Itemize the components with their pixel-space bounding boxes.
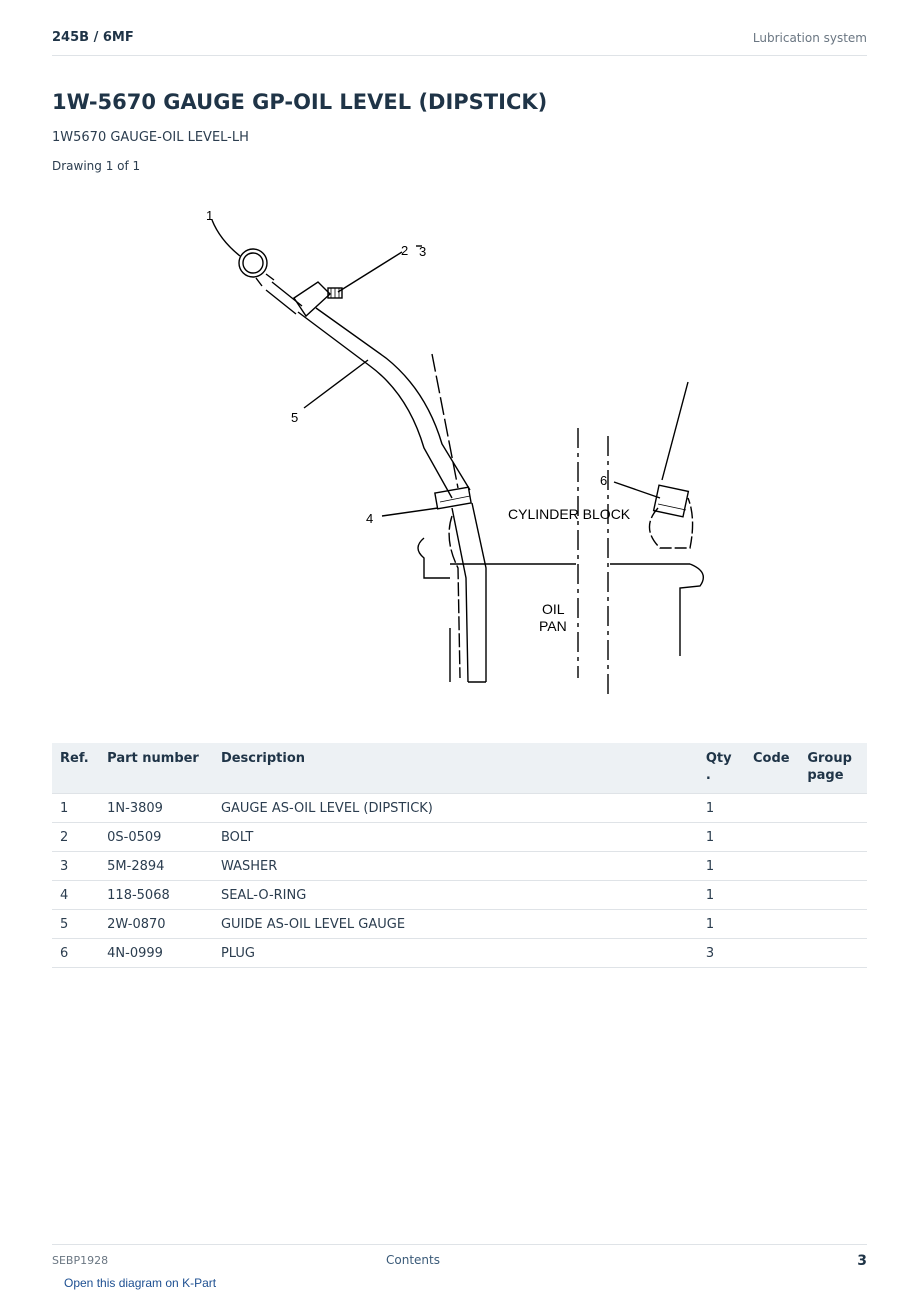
parts-diagram [190,198,730,698]
cell-code [745,881,799,910]
table-row [52,852,867,881]
cell-part-number: 5M-2894 [99,852,213,881]
drawing-count-label: Drawing 1 of 1 [52,159,141,173]
dipstick-drawing [190,198,730,698]
header-description: Description [213,743,698,794]
cell-ref: 3 [52,852,99,881]
dipstick-upper-shaft [266,282,302,314]
cell-part-number: 0S-0509 [99,823,213,852]
cell-group-page [799,910,867,939]
cell-code [745,794,799,823]
cell-qty: 1 [698,881,745,910]
block-wall-right [662,382,688,480]
cell-qty: 1 [698,823,745,852]
plug [654,485,689,517]
header-qty: Qty . [698,743,745,794]
page-number: 3 [857,1253,867,1269]
callout-6: 6 [600,473,608,488]
model-label: 245B / 6MF [52,30,134,45]
page-subtitle: 1W5670 GAUGE-OIL LEVEL-LH [52,130,249,145]
cell-qty: 1 [698,794,745,823]
callout-1: 1 [206,208,214,223]
cell-qty: 3 [698,939,745,968]
cell-qty: 1 [698,852,745,881]
header-part-number: Part number [99,743,213,794]
table-row [52,823,867,852]
callout-2: 2 [401,243,409,258]
document-id: SEBP1928 [52,1254,109,1267]
header-code: Code [745,743,799,794]
callout-4: 4 [366,511,374,526]
callout-5: 5 [291,410,299,425]
clip-bracket [294,282,330,316]
oil-pan-label-line1: OIL [542,601,565,617]
contents-link[interactable]: Contents [386,1253,440,1267]
cell-group-page [799,939,867,968]
table-row [52,881,867,910]
cell-description: GUIDE AS-OIL LEVEL GAUGE [213,910,698,939]
cell-qty: 1 [698,910,745,939]
parts-table [52,743,867,968]
dipstick-handle-inner [243,253,263,273]
leader-6 [614,482,660,498]
cell-description: GAUGE AS-OIL LEVEL (DIPSTICK) [213,794,698,823]
page-header [52,27,867,56]
cell-ref: 4 [52,881,99,910]
leader-2-3 [338,252,402,292]
leader-4 [382,508,438,516]
header-ref: Ref. [52,743,99,794]
page-title: 1W-5670 GAUGE GP-OIL LEVEL (DIPSTICK) [52,90,548,114]
callout-3: 3 [419,244,427,259]
open-in-kpart-link[interactable]: Open this diagram on K-Part [64,1276,217,1290]
cell-code [745,823,799,852]
cell-part-number: 118-5068 [99,881,213,910]
cell-description: WASHER [213,852,698,881]
header-group-page: Group page [799,743,867,794]
table-row [52,910,867,939]
cell-ref: 5 [52,910,99,939]
leader-1 [212,220,240,256]
cell-description: BOLT [213,823,698,852]
cell-code [745,939,799,968]
cell-part-number: 1N-3809 [99,794,213,823]
guide-tube-inner [316,308,470,490]
page-footer [52,1244,867,1275]
leader-5 [304,360,368,408]
seal-o-ring [435,487,471,509]
cell-ref: 1 [52,794,99,823]
section-label: Lubrication system [752,31,867,45]
cell-group-page [799,794,867,823]
cell-code [745,852,799,881]
oil-pan-label-line2: PAN [539,618,567,634]
table-row [52,794,867,823]
cell-part-number: 2W-0870 [99,910,213,939]
cell-ref: 2 [52,823,99,852]
cell-description: SEAL-O-RING [213,881,698,910]
cylinder-block-label: CYLINDER BLOCK [508,506,631,522]
cell-code [745,910,799,939]
guide-tube-outer [298,312,452,498]
cell-group-page [799,852,867,881]
cell-group-page [799,823,867,852]
cell-ref: 6 [52,939,99,968]
table-row [52,939,867,968]
cell-part-number: 4N-0999 [99,939,213,968]
table-header-row [52,743,867,794]
cell-group-page [799,881,867,910]
cell-description: PLUG [213,939,698,968]
guide-tube-lower [452,503,486,682]
